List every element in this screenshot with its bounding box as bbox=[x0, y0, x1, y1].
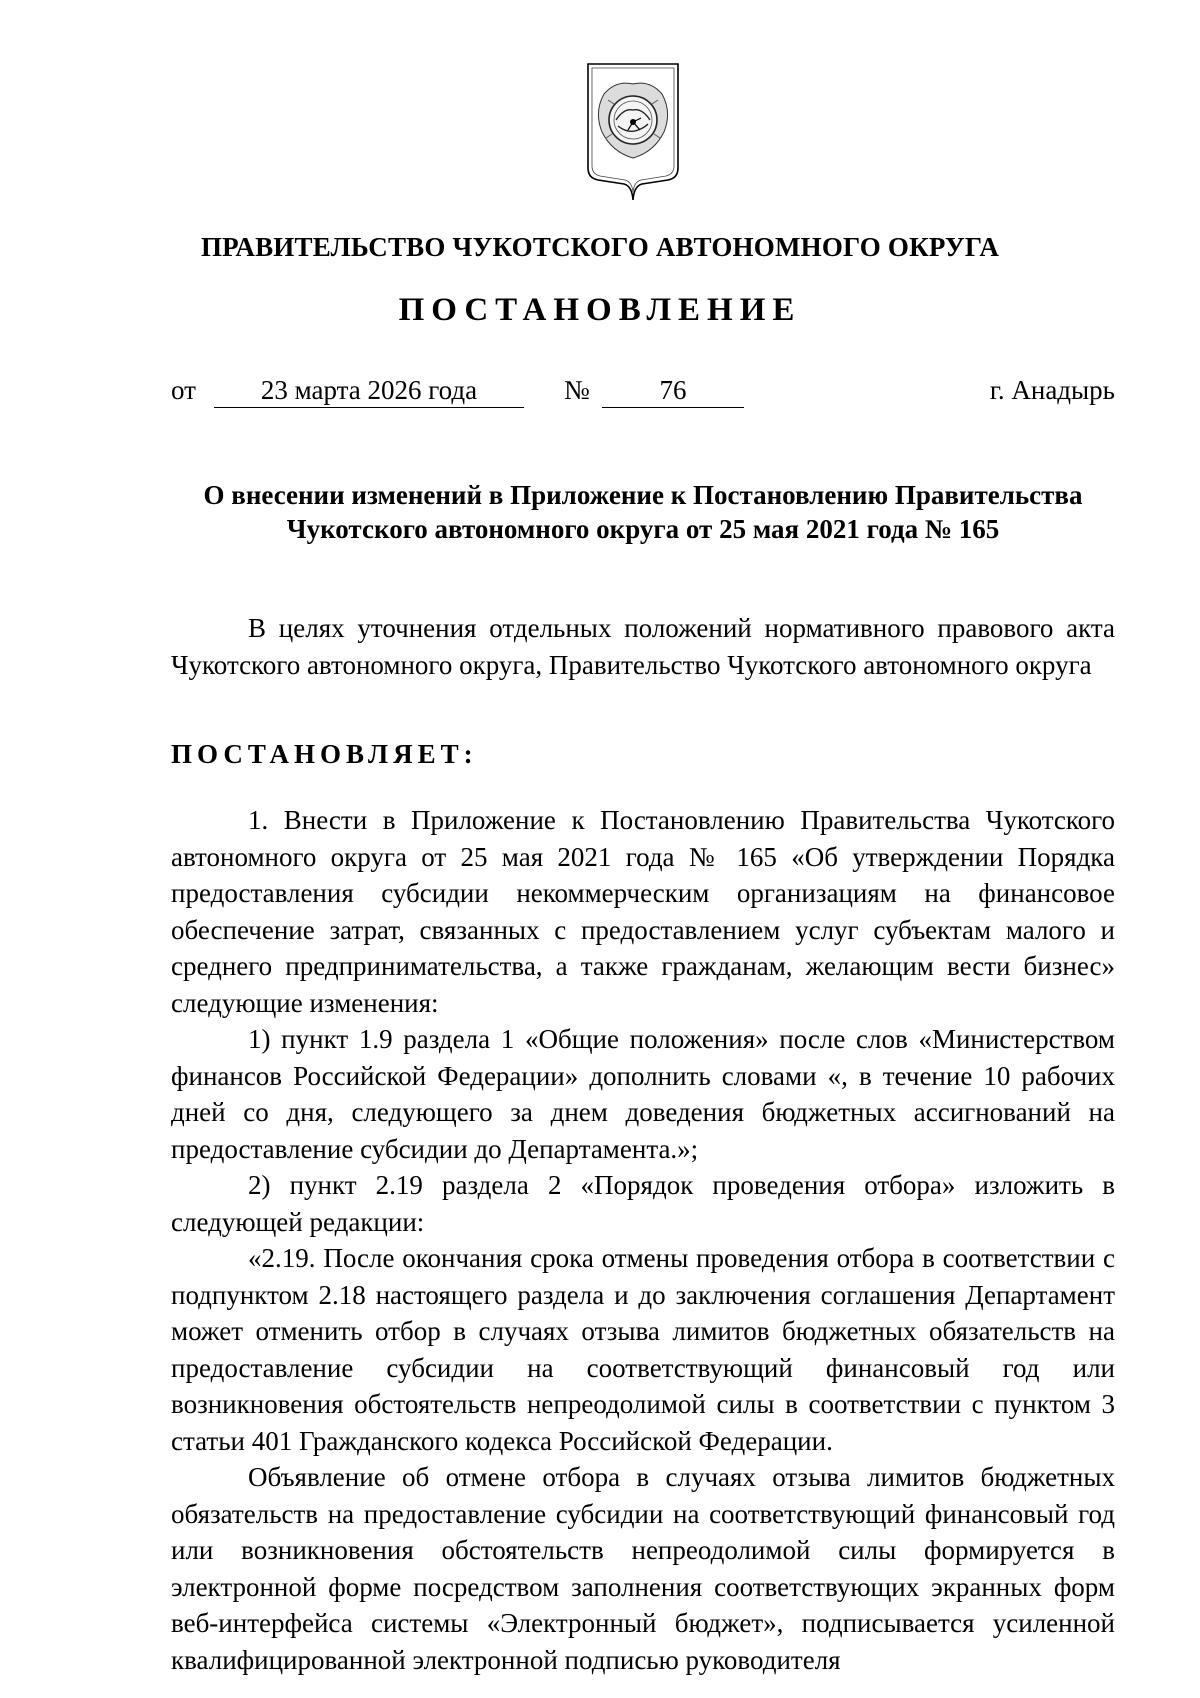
document-city: г. Анадырь bbox=[989, 375, 1115, 405]
paragraph-subitem-1: 1) пункт 1.9 раздела 1 «Общие положения» после слов «Министерством финансов Российской Федерации» дополнить словами «, в течение 10 рабочих дней со дня, следующего за днем доведения бюджетных ассигнований на предоставление субсидии до Департамента.»; bbox=[171, 1024, 1115, 1164]
document-number: 76 bbox=[602, 375, 744, 408]
document-type-title: ПОСТАНОВЛЕНИЕ bbox=[398, 292, 802, 328]
main-body bbox=[171, 802, 1115, 1678]
subject-line-2: Чукотского автономного округа от 25 мая 2021 года № 165 bbox=[286, 514, 1000, 544]
paragraph-announcement: Объявление об отмене отбора в случаях отзыва лимитов бюджетных обязательств на предоставление субсидии на соответствующий финансовый год или возникновения обстоятельств непреодолимой силы формируется в электронной форме посредством заполнения соответствующих экранных форм веб-интерфейса системы «Электронный бюджет», подписывается усиленной квалифицированной электронной подписью руководителя bbox=[171, 1462, 1115, 1675]
document-meta-line bbox=[171, 375, 1115, 415]
subject-line-1: О внесении изменений в Приложение к Постановлению Правительства bbox=[203, 480, 1083, 510]
number-sign-label: № bbox=[564, 375, 590, 405]
government-title: ПРАВИТЕЛЬСТВО ЧУКОТСКОГО АВТОНОМНОГО ОКРУГА bbox=[200, 232, 1000, 262]
document-subject bbox=[171, 478, 1115, 546]
date-prefix-label: от bbox=[171, 375, 196, 405]
resolves-heading: ПОСТАНОВЛЯЕТ: bbox=[171, 739, 478, 769]
paragraph-subitem-2: 2) пункт 2.19 раздела 2 «Порядок проведения отбора» изложить в следующей редакции: bbox=[171, 1170, 1115, 1237]
document-date: 23 марта 2026 года bbox=[214, 375, 524, 408]
paragraph-item-1: 1. Внести в Приложение к Постановлению Правительства Чукотского автономного округа от 25 мая 2021 года № 165 «Об утверждении Порядка предоставления субсидии некоммерческим организациям на финансовое обеспечение затрат, связанных с предоставлением услуг субъектам малого и среднего предпринимательства, а также гражданам, желающим вести бизнес» следующие изменения: bbox=[171, 805, 1115, 1018]
paragraph-quote-2-19: «2.19. После окончания срока отмены проведения отбора в соответствии с подпунктом 2.18 настоящего раздела и до заключения соглашения Департамент может отменить отбор в случаях отзыва лимитов бюджетных обязательств на предоставление субсидии на соответствующий финансовый год или возникновения обстоятельств непреодолимой силы в соответствии с пунктом 3 статьи 401 Гражданского кодекса Российской Федерации. bbox=[171, 1243, 1115, 1456]
intro-paragraph: В целях уточнения отдельных положений нормативного правового акта Чукотского автономного округа, Правительство Чукотского автономного округа bbox=[171, 613, 1115, 680]
coat-of-arms-emblem bbox=[584, 60, 682, 210]
intro-section bbox=[171, 610, 1115, 683]
